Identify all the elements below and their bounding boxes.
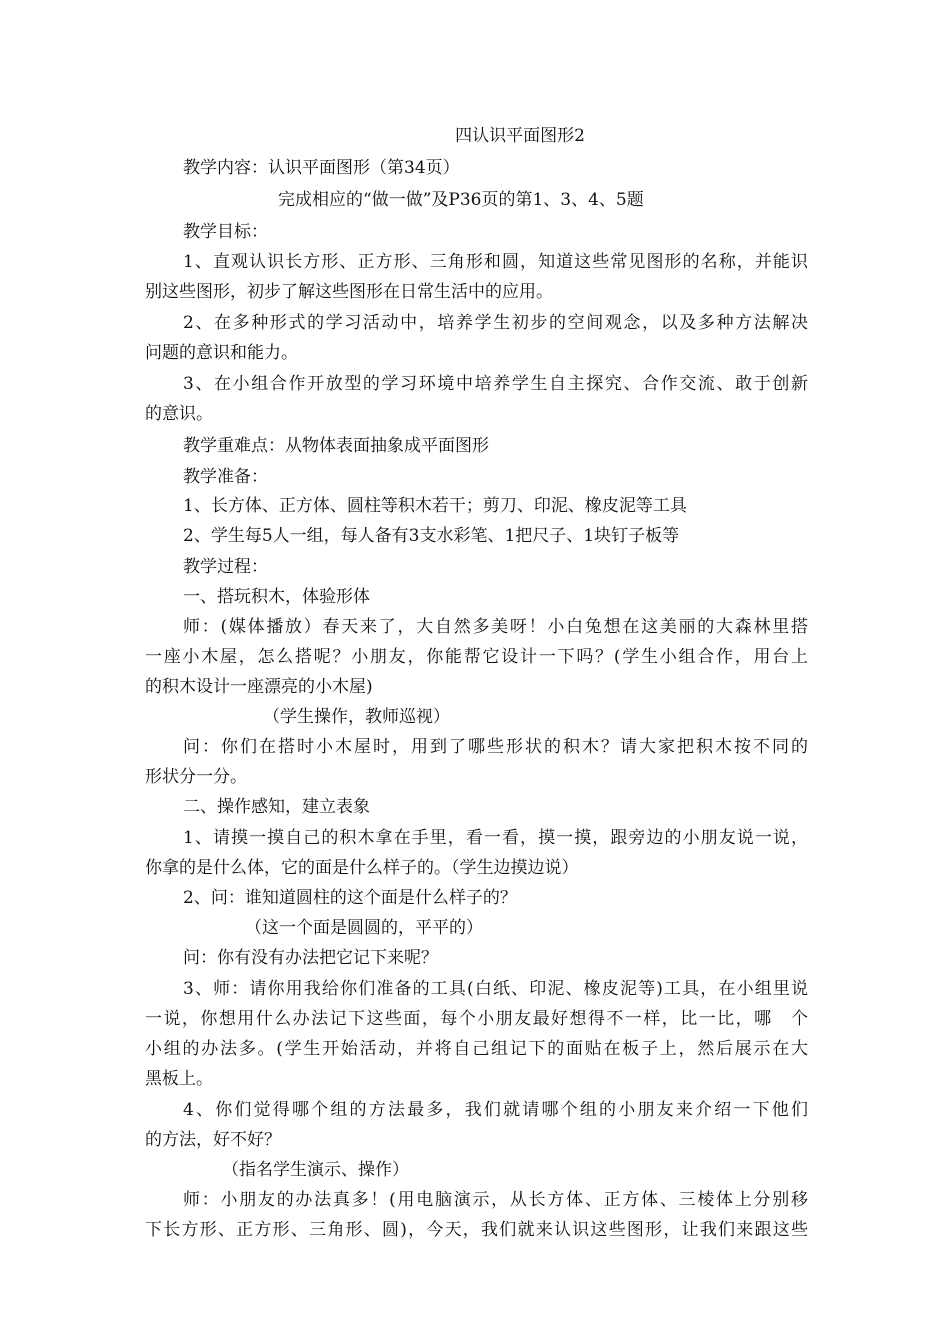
paragraph-line: 2、问：谁知道圆柱的这个面是什么样子的？ — [183, 888, 517, 908]
paragraph-line: 你拿的是什么体，它的面是什么样子的。（学生边摸边说） — [145, 858, 579, 878]
paragraph-line: 1、直观认识长方形、正方形、三角形和圆，知道这些常见图形的名称，并能识 — [183, 252, 808, 272]
paragraph-line: 师：(媒体播放）春天来了，大自然多美呀！小白兔想在这美丽的大森林里搭 — [183, 617, 808, 637]
paragraph-line: 2、在多种形式的学习活动中，培养学生初步的空间观念，以及多种方法解决 — [183, 313, 808, 333]
paragraph-line: 问：你有没有办法把它记下来呢？ — [183, 948, 438, 968]
paragraph-line: 师：小朋友的办法真多！(用电脑演示，从长方体、正方体、三棱体上分别移 — [183, 1190, 808, 1210]
paragraph-line: 一座小木屋，怎么搭呢？小朋友，你能帮它设计一下吗？(学生小组合作，用台上 — [145, 647, 808, 667]
paragraph-line: 形状分一分。 — [145, 767, 247, 787]
paragraph-line: 教学重难点：从物体表面抽象成平面图形 — [183, 436, 489, 456]
paragraph-line: 别这些图形，初步了解这些图形在日常生活中的应用。 — [145, 282, 553, 302]
paragraph-line: 下长方形、正方形、三角形、圆)，今天，我们就来认识这些图形，让我们来跟这些 — [145, 1220, 808, 1240]
paragraph-line: 问题的意识和能力。 — [145, 343, 298, 363]
paragraph-line: 3、在小组合作开放型的学习环境中培养学生自主探究、合作交流、敢于创新 — [183, 374, 808, 394]
paragraph-line: 问：你们在搭时小木屋时，用到了哪些形状的积木？请大家把积木按不同的 — [183, 737, 808, 757]
paragraph-line: （这一个面是圆圆的，平平的） — [245, 918, 483, 938]
document-title: 四认识平面图形2 — [455, 126, 585, 146]
paragraph-line: 完成相应的“做一做”及P36页的第1、3、4、5题 — [278, 190, 644, 210]
paragraph-line: 1、请摸一摸自己的积木拿在手里，看一看，摸一摸，跟旁边的小朋友说一说， — [183, 828, 808, 848]
paragraph-line: 3、师：请你用我给你们准备的工具(白纸、印泥、橡皮泥等)工具，在小组里说 — [183, 979, 808, 999]
paragraph-line: 教学目标： — [183, 222, 268, 242]
paragraph-line: 教学内容：认识平面图形（第34页） — [183, 158, 460, 178]
paragraph-line: 一、搭玩积木，体验形体 — [183, 587, 370, 607]
paragraph-line: 教学过程： — [183, 557, 268, 577]
paragraph-line: 二、操作感知，建立表象 — [183, 797, 370, 817]
paragraph-line: 2、学生每5人一组，每人备有3支水彩笔、1把尺子、1块钉子板等 — [183, 526, 680, 546]
paragraph-line: 的意识。 — [145, 404, 213, 424]
paragraph-line: 小组的办法多。(学生开始活动，并将自己组记下的面贴在板子上，然后展示在大 — [145, 1039, 808, 1059]
paragraph-line: 的积木设计一座漂亮的小木屋) — [145, 677, 373, 697]
paragraph-line: 教学准备： — [183, 467, 268, 487]
paragraph-line: 4、你们觉得哪个组的方法最多，我们就请哪个组的小朋友来介绍一下他们 — [183, 1100, 808, 1120]
paragraph-line: 一说，你想用什么办法记下这些面，每个小朋友最好想得不一样，比一比，哪 个 — [145, 1009, 808, 1029]
paragraph-line: 的方法，好不好？ — [145, 1130, 281, 1150]
paragraph-line: 1、长方体、正方体、圆柱等积木若干；剪刀、印泥、橡皮泥等工具 — [183, 496, 687, 516]
paragraph-line: （指名学生演示、操作） — [222, 1160, 409, 1180]
paragraph-line: （学生操作，教师巡视） — [263, 707, 450, 727]
paragraph-line: 黑板上。 — [145, 1069, 213, 1089]
